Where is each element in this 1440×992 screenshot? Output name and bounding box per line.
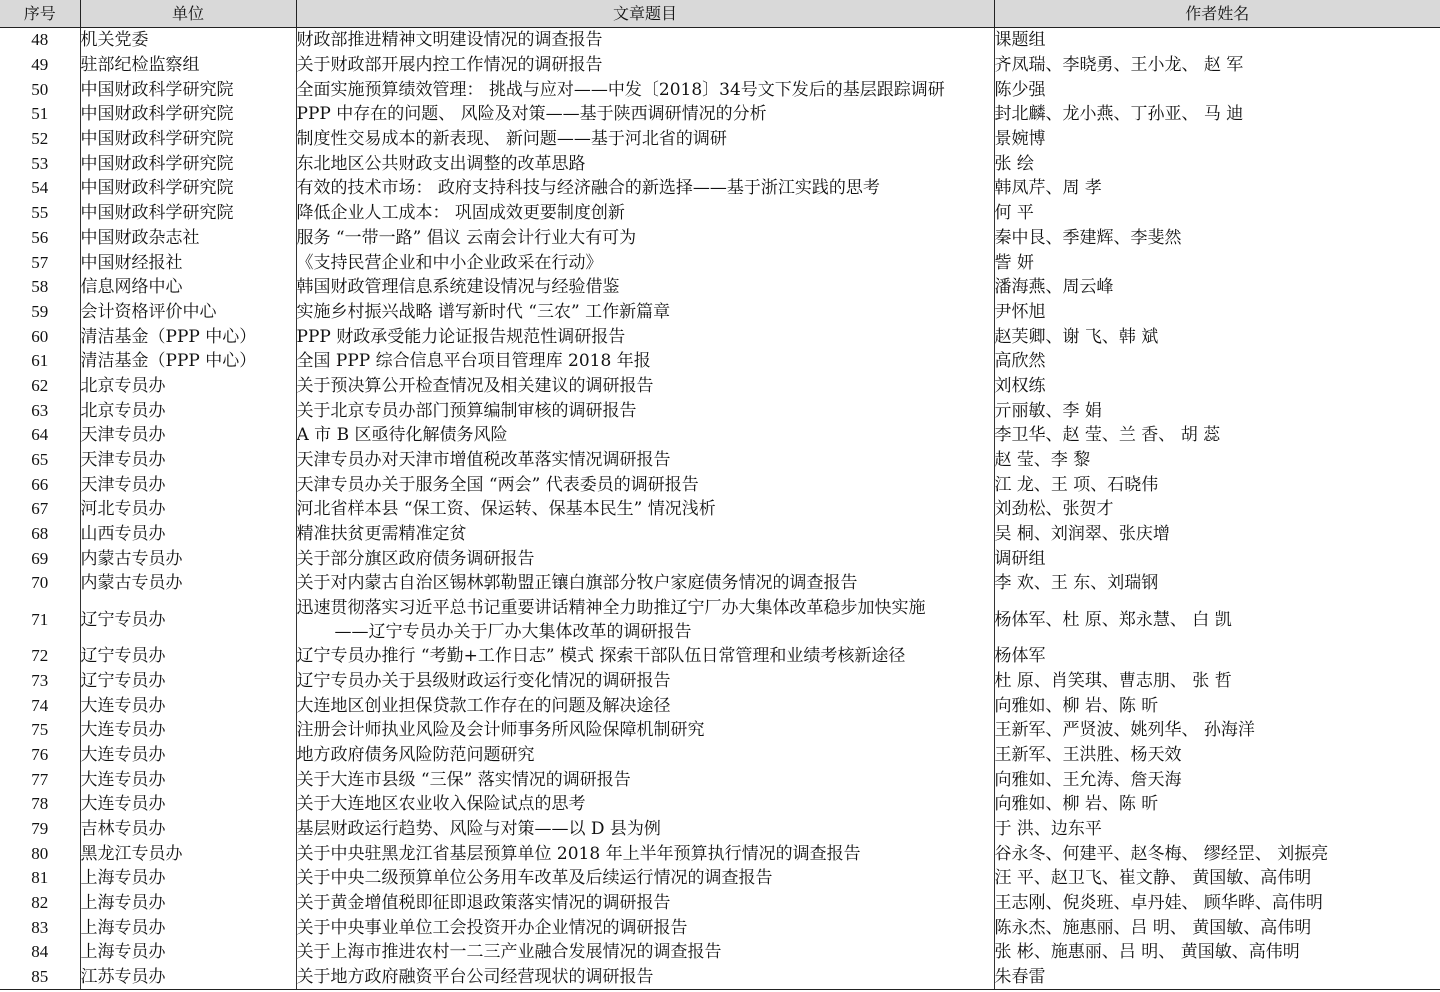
row-author: 潘海燕、周云峰 <box>994 277 1114 298</box>
row-author: 李 欢、王 东、刘瑞钢 <box>994 573 1159 594</box>
row-number: 50 <box>0 77 80 102</box>
row-author: 亓丽敏、李 娟 <box>994 400 1102 421</box>
row-author: 齐凤瑞、李晓勇、王小龙、 赵 军 <box>994 55 1244 76</box>
row-author: 江 龙、王 项、石晓伟 <box>994 474 1159 495</box>
row-title: 天津专员办关于服务全国 “两会” 代表委员的调研报告 <box>296 472 994 497</box>
row-author: 吴 桐、刘润翠、张庆增 <box>994 524 1170 545</box>
row-title: 地方政府债务风险防范问题研究 <box>296 743 994 768</box>
row-author: 封北麟、龙小燕、丁孙亚、 马 迪 <box>994 104 1244 125</box>
table-row <box>0 398 1440 423</box>
row-title: 关于预决算公开检查情况及相关建议的调研报告 <box>296 374 994 399</box>
row-number: 69 <box>0 546 80 571</box>
header-number: 序号 <box>0 0 80 28</box>
row-unit: 北京专员办 <box>80 374 296 399</box>
table-row <box>0 102 1440 127</box>
row-unit: 辽宁专员办 <box>80 596 296 644</box>
table-row <box>0 423 1440 448</box>
row-title: 关于部分旗区政府债务调研报告 <box>296 546 994 571</box>
row-number: 82 <box>0 891 80 916</box>
table-row <box>0 201 1440 226</box>
table-row <box>0 349 1440 374</box>
table-row <box>0 176 1440 201</box>
table-row <box>0 915 1440 940</box>
row-number: 80 <box>0 841 80 866</box>
row-author: 王志刚、倪炎班、卓丹娃、 顾华晔、高伟明 <box>994 893 1323 914</box>
table-row <box>0 226 1440 251</box>
row-number: 71 <box>0 596 80 644</box>
table-row <box>0 940 1440 965</box>
row-author: 杨体军 <box>994 646 1046 667</box>
row-unit: 机关党委 <box>80 28 296 53</box>
row-author: 于 洪、边东平 <box>994 818 1102 839</box>
row-title: 关于大连市县级 “三保” 落实情况的调研报告 <box>296 767 994 792</box>
table-row <box>0 792 1440 817</box>
row-unit: 辽宁专员办 <box>80 644 296 669</box>
row-title: 有效的技术市场： 政府支持科技与经济融合的新选择——基于浙江实践的思考 <box>296 176 994 201</box>
row-number: 49 <box>0 53 80 78</box>
row-author: 向雅如、王允涛、詹天海 <box>994 769 1182 790</box>
table-row <box>0 28 1440 53</box>
table-row <box>0 817 1440 842</box>
row-unit: 天津专员办 <box>80 423 296 448</box>
row-title: 实施乡村振兴战略 谱写新时代 “三农” 工作新篇章 <box>296 300 994 325</box>
row-title: 关于中央事业单位工会投资开办企业情况的调研报告 <box>296 915 994 940</box>
row-title: 全面实施预算绩效管理： 挑战与应对——中发〔2018〕34号文下发后的基层跟踪调研 <box>296 77 994 102</box>
row-title: 关于黄金增值税即征即退政策落实情况的调研报告 <box>296 891 994 916</box>
table-row <box>0 669 1440 694</box>
row-unit: 内蒙古专员办 <box>80 571 296 596</box>
row-title: 注册会计师执业风险及会计师事务所风险保障机制研究 <box>296 718 994 743</box>
row-title: 基层财政运行趋势、风险与对策——以 D 县为例 <box>296 817 994 842</box>
row-unit: 上海专员办 <box>80 891 296 916</box>
row-author: 李卫华、赵 莹、兰 香、 胡 蕊 <box>994 425 1221 446</box>
row-title: 《支持民营企业和中小企业政采在行动》 <box>296 250 994 275</box>
table-row <box>0 866 1440 891</box>
row-author: 赵 莹、李 黎 <box>994 450 1091 471</box>
row-title: 服务 “一带一路” 倡议 云南会计行业大有可为 <box>296 226 994 251</box>
table-row <box>0 767 1440 792</box>
row-unit: 江苏专员办 <box>80 965 296 990</box>
table-row <box>0 53 1440 78</box>
row-unit: 大连专员办 <box>80 767 296 792</box>
row-title: 制度性交易成本的新表现、 新问题——基于河北省的调研 <box>296 127 994 152</box>
table-row <box>0 596 1440 644</box>
row-unit: 上海专员办 <box>80 866 296 891</box>
row-number: 81 <box>0 866 80 891</box>
row-unit: 辽宁专员办 <box>80 669 296 694</box>
row-unit: 中国财政科学研究院 <box>80 77 296 102</box>
table-row <box>0 324 1440 349</box>
header-unit: 单位 <box>80 0 296 28</box>
table-row <box>0 718 1440 743</box>
row-title: 财政部推进精神文明建设情况的调查报告 <box>296 28 994 53</box>
row-author: 訾 妍 <box>994 252 1034 273</box>
table-row <box>0 275 1440 300</box>
row-author: 高欣然 <box>994 351 1046 372</box>
table-row <box>0 151 1440 176</box>
row-number: 53 <box>0 151 80 176</box>
row-author: 韩凤芹、周 孝 <box>994 178 1102 199</box>
row-number: 52 <box>0 127 80 152</box>
row-author: 课题组 <box>994 30 1046 51</box>
table-body <box>0 28 1440 990</box>
table-header <box>0 0 1440 28</box>
row-unit: 大连专员办 <box>80 693 296 718</box>
row-title-subline: ——辽宁专员办关于厂办大集体改革的调研报告 <box>334 621 692 642</box>
row-unit: 黑龙江专员办 <box>80 841 296 866</box>
row-author: 陈少强 <box>994 79 1046 100</box>
row-title: 关于中央驻黑龙江省基层预算单位 2018 年上半年预算执行情况的调查报告 <box>296 841 994 866</box>
row-title: 天津专员办对天津市增值税改革落实情况调研报告 <box>296 448 994 473</box>
row-unit: 吉林专员办 <box>80 817 296 842</box>
row-unit: 上海专员办 <box>80 940 296 965</box>
row-number: 78 <box>0 792 80 817</box>
table-row <box>0 448 1440 473</box>
table-row <box>0 374 1440 399</box>
row-unit: 山西专员办 <box>80 522 296 547</box>
row-unit: 大连专员办 <box>80 718 296 743</box>
row-author: 刘劲松、张贺才 <box>994 499 1114 520</box>
row-author: 陈永杰、施惠丽、吕 明、 黄国敏、高伟明 <box>994 917 1312 938</box>
row-title: 辽宁专员办推行 “考勤+工作日志” 模式 探索干部队伍日常管理和业绩考核新途径 <box>296 644 994 669</box>
row-title: 关于地方政府融资平台公司经营现状的调研报告 <box>296 965 994 990</box>
row-number: 76 <box>0 743 80 768</box>
row-author: 张 彬、施惠丽、吕 明、 黄国敏、高伟明 <box>994 942 1300 963</box>
row-unit: 清洁基金（PPP 中心） <box>80 349 296 374</box>
row-unit: 中国财政科学研究院 <box>80 127 296 152</box>
row-title: 河北省样本县 “保工资、保运转、保基本民生” 情况浅析 <box>296 497 994 522</box>
row-author: 向雅如、柳 岩、陈 昕 <box>994 794 1159 815</box>
row-unit: 中国财政科学研究院 <box>80 201 296 226</box>
row-number: 66 <box>0 472 80 497</box>
row-unit: 中国财政科学研究院 <box>80 176 296 201</box>
row-title: 全国 PPP 综合信息平台项目管理库 2018 年报 <box>296 349 994 374</box>
row-number: 62 <box>0 374 80 399</box>
row-unit: 上海专员办 <box>80 915 296 940</box>
row-title: 辽宁专员办关于县级财政运行变化情况的调研报告 <box>296 669 994 694</box>
row-title: PPP 财政承受能力论证报告规范性调研报告 <box>296 324 994 349</box>
table-row <box>0 644 1440 669</box>
table-row <box>0 693 1440 718</box>
row-number: 83 <box>0 915 80 940</box>
table-row <box>0 891 1440 916</box>
table-row <box>0 250 1440 275</box>
row-unit: 信息网络中心 <box>80 275 296 300</box>
row-number: 67 <box>0 497 80 522</box>
row-number: 57 <box>0 250 80 275</box>
row-title <box>296 596 994 644</box>
table-row <box>0 300 1440 325</box>
header-author: 作者姓名 <box>994 0 1440 28</box>
row-number: 75 <box>0 718 80 743</box>
row-title: PPP 中存在的问题、 风险及对策——基于陕西调研情况的分析 <box>296 102 994 127</box>
row-author: 向雅如、柳 岩、陈 昕 <box>994 695 1159 716</box>
row-number: 51 <box>0 102 80 127</box>
row-author: 汪 平、赵卫飞、崔文静、 黄国敏、高伟明 <box>994 868 1312 889</box>
row-title: 关于北京专员办部门预算编制审核的调研报告 <box>296 398 994 423</box>
row-unit: 中国财经报社 <box>80 250 296 275</box>
row-unit: 河北专员办 <box>80 497 296 522</box>
row-title: 关于大连地区农业收入保险试点的思考 <box>296 792 994 817</box>
row-unit: 中国财政杂志社 <box>80 226 296 251</box>
row-number: 74 <box>0 693 80 718</box>
row-number: 73 <box>0 669 80 694</box>
row-unit: 内蒙古专员办 <box>80 546 296 571</box>
row-number: 48 <box>0 28 80 53</box>
row-title-line: 迅速贯彻落实习近平总书记重要讲话精神全力助推辽宁厂办大集体改革稳步加快实施 <box>296 597 926 618</box>
table-row <box>0 522 1440 547</box>
row-author: 景婉博 <box>994 129 1046 150</box>
row-author: 朱春雷 <box>994 965 1440 990</box>
row-title: 韩国财政管理信息系统建设情况与经验借鉴 <box>296 275 994 300</box>
table-row <box>0 127 1440 152</box>
row-number: 61 <box>0 349 80 374</box>
row-number: 84 <box>0 940 80 965</box>
row-title: 关于财政部开展内控工作情况的调研报告 <box>296 53 994 78</box>
row-author: 赵芙卿、谢 飞、韩 斌 <box>994 326 1159 347</box>
table-row <box>0 571 1440 596</box>
row-number: 63 <box>0 398 80 423</box>
row-unit: 天津专员办 <box>80 472 296 497</box>
row-unit: 中国财政科学研究院 <box>80 102 296 127</box>
table-row <box>0 841 1440 866</box>
row-number: 59 <box>0 300 80 325</box>
row-author: 尹怀旭 <box>994 301 1046 322</box>
table-row <box>0 77 1440 102</box>
row-number: 60 <box>0 324 80 349</box>
row-number: 77 <box>0 767 80 792</box>
row-author: 王新军、王洪胜、杨天效 <box>994 744 1182 765</box>
table-row <box>0 472 1440 497</box>
row-unit: 天津专员办 <box>80 448 296 473</box>
header-title: 文章题目 <box>296 0 994 28</box>
row-author: 何 平 <box>994 203 1034 224</box>
table-row <box>0 743 1440 768</box>
row-unit: 中国财政科学研究院 <box>80 151 296 176</box>
row-title: 降低企业人工成本： 巩固成效更要制度创新 <box>296 201 994 226</box>
row-number: 58 <box>0 275 80 300</box>
row-unit: 清洁基金（PPP 中心） <box>80 324 296 349</box>
row-title: 精准扶贫更需精准定贫 <box>296 522 994 547</box>
row-title: 关于上海市推进农村一二三产业融合发展情况的调查报告 <box>296 940 994 965</box>
row-unit: 会计资格评价中心 <box>80 300 296 325</box>
row-number: 85 <box>0 965 80 990</box>
row-number: 79 <box>0 817 80 842</box>
row-unit: 大连专员办 <box>80 792 296 817</box>
table-row <box>0 546 1440 571</box>
row-author: 谷永冬、何建平、赵冬梅、 缪经罡、 刘振亮 <box>994 843 1329 864</box>
row-author: 刘权练 <box>994 375 1046 396</box>
row-author: 王新军、严贤波、姚列华、 孙海洋 <box>994 720 1255 741</box>
row-number: 72 <box>0 644 80 669</box>
row-number: 68 <box>0 522 80 547</box>
row-author: 张 绘 <box>994 153 1034 174</box>
row-title: A 市 B 区亟待化解债务风险 <box>296 423 994 448</box>
table-row <box>0 965 1440 990</box>
row-number: 65 <box>0 448 80 473</box>
row-author: 杨体军、杜 原、郑永慧、 白 凯 <box>994 609 1232 630</box>
row-unit: 大连专员办 <box>80 743 296 768</box>
row-author: 调研组 <box>994 548 1046 569</box>
row-author: 杜 原、肖笑琪、曹志朋、 张 哲 <box>994 670 1232 691</box>
row-unit: 北京专员办 <box>80 398 296 423</box>
row-title: 东北地区公共财政支出调整的改革思路 <box>296 151 994 176</box>
row-title: 大连地区创业担保贷款工作存在的问题及解决途径 <box>296 693 994 718</box>
row-title: 关于中央二级预算单位公务用车改革及后续运行情况的调查报告 <box>296 866 994 891</box>
row-number: 56 <box>0 226 80 251</box>
row-number: 64 <box>0 423 80 448</box>
row-number: 55 <box>0 201 80 226</box>
row-number: 54 <box>0 176 80 201</box>
row-unit: 驻部纪检监察组 <box>80 53 296 78</box>
row-title: 关于对内蒙古自治区锡林郭勒盟正镶白旗部分牧户家庭债务情况的调查报告 <box>296 571 994 596</box>
table-row <box>0 497 1440 522</box>
row-number: 70 <box>0 571 80 596</box>
row-author: 秦中艮、季建辉、李斐然 <box>994 227 1182 248</box>
